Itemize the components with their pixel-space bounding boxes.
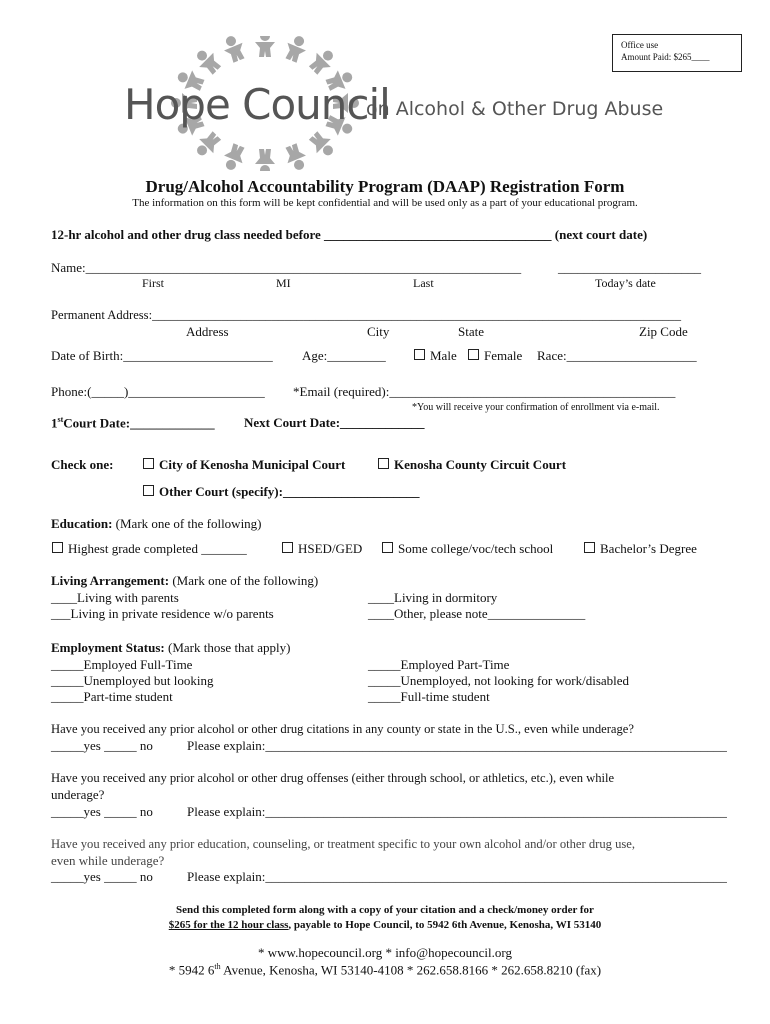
- email-field[interactable]: *Email (required):____________________________________________: [293, 384, 676, 399]
- first-court-num: 1: [51, 415, 58, 431]
- logo-name: Hope Council: [124, 80, 390, 129]
- footer-fee: $265 for the 12 hour class: [168, 919, 289, 931]
- age-field[interactable]: Age:_________: [302, 348, 386, 363]
- class-needed-line[interactable]: 12-hr alcohol and other drug class needed before ___________________________________ (next court date): [51, 227, 648, 242]
- employment-option[interactable]: _____Unemployed but looking: [51, 673, 214, 688]
- q1-answer[interactable]: _____yes _____ no: [51, 738, 153, 753]
- male-checkbox[interactable]: [414, 349, 425, 360]
- male-label: Male: [430, 348, 457, 363]
- employment-title: Employment Status:: [51, 640, 165, 655]
- footer-address-sup: th: [214, 962, 221, 971]
- footer-address-a: * 5942 6: [168, 962, 215, 978]
- other-court-label: Other Court (specify):_____________________: [159, 484, 420, 499]
- next-court-date[interactable]: Next Court Date:_____________: [244, 415, 425, 430]
- edu-option-hsed[interactable]: [282, 541, 362, 557]
- edu-label: Bachelor’s Degree: [600, 541, 697, 556]
- state-caption: State: [458, 324, 484, 339]
- email-note: *You will receive your confirmation of enrollment via e-mail.: [412, 402, 660, 413]
- edu-option-bachelor[interactable]: [584, 541, 697, 557]
- education-heading: [51, 516, 262, 532]
- first-court-label: Court Date:_____________: [63, 415, 215, 431]
- zip-caption: Zip Code: [639, 324, 688, 339]
- logo-figure: [306, 128, 339, 161]
- q2-answer[interactable]: _____yes _____ no: [51, 804, 153, 819]
- employment-option[interactable]: _____Part-time student: [51, 689, 173, 704]
- education-title: Education:: [51, 516, 113, 531]
- q1-explain[interactable]: Please explain:_______________________________________________________________________: [187, 738, 727, 753]
- county-court-option[interactable]: [378, 457, 566, 473]
- mi-caption: MI: [276, 276, 291, 290]
- living-title: Living Arrangement:: [51, 573, 170, 588]
- employment-option[interactable]: _____Employed Full-Time: [51, 657, 193, 672]
- edu-checkbox[interactable]: [584, 542, 595, 553]
- edu-label: HSED/GED: [298, 541, 363, 556]
- phone-field[interactable]: Phone:(_____)_____________________: [51, 384, 265, 399]
- edu-checkbox[interactable]: [382, 542, 393, 553]
- address-caption: Address: [186, 324, 229, 339]
- dob-field[interactable]: Date of Birth:_______________________: [51, 348, 273, 363]
- q2-explain[interactable]: Please explain:_______________________________________________________________________: [187, 804, 727, 819]
- edu-label: Highest grade completed _______: [68, 541, 247, 556]
- living-heading: [51, 573, 318, 589]
- footer-payee: , payable to Hope Council, to 5942 6th Avenue, Kenosha, WI 53140: [288, 919, 602, 931]
- todays-date-field[interactable]: ______________________: [558, 260, 701, 275]
- other-court-checkbox[interactable]: [143, 485, 154, 496]
- employment-option[interactable]: _____Unemployed, not looking for work/disabled: [368, 673, 630, 688]
- other-court-option[interactable]: [143, 484, 419, 500]
- living-option[interactable]: ____Living in dormitory: [368, 590, 498, 605]
- edu-checkbox[interactable]: [52, 542, 63, 553]
- city-court-checkbox[interactable]: [143, 458, 154, 469]
- living-option[interactable]: ____Other, please note_______________: [368, 606, 586, 621]
- q3-answer[interactable]: _____yes _____ no: [51, 869, 153, 884]
- edu-option-highest[interactable]: [52, 541, 247, 557]
- edu-label: Some college/voc/tech school: [398, 541, 554, 556]
- female-checkbox[interactable]: [468, 349, 479, 360]
- amount-paid: Amount Paid: $265____: [621, 52, 710, 62]
- female-label: Female: [484, 348, 523, 363]
- first-court-super: st: [57, 415, 64, 424]
- q3-question-line1: Have you received any prior education, counseling, or treatment specific to your own alcohol and/or other drug use,: [51, 837, 636, 851]
- edu-checkbox[interactable]: [282, 542, 293, 553]
- name-field[interactable]: Name:___________________________________________________________________: [51, 260, 522, 275]
- logo-figure: [306, 45, 339, 78]
- county-court-label: Kenosha County Circuit Court: [394, 457, 567, 472]
- check-one-label: Check one:: [51, 457, 114, 472]
- employment-heading: [51, 640, 290, 656]
- logo-figure: [220, 142, 248, 171]
- first-court-date[interactable]: [51, 415, 215, 431]
- logo-figure: [282, 142, 310, 171]
- employment-instruction: (Mark those that apply): [168, 640, 291, 655]
- county-court-checkbox[interactable]: [378, 458, 389, 469]
- q3-explain[interactable]: Please explain:_______________________________________________________________________: [187, 869, 727, 884]
- footer-address-b: Avenue, Kenosha, WI 53140-4108 * 262.658.8166 * 262.658.8210 (fax): [220, 962, 602, 978]
- footer-instructions: Send this completed form along with a copy of your citation and a check/money order for: [176, 904, 594, 916]
- logo-figure: [255, 149, 275, 171]
- living-option[interactable]: ___Living in private residence w/o parents: [51, 606, 274, 621]
- employment-option[interactable]: _____Full-time student: [368, 689, 490, 704]
- todays-date-caption: Today’s date: [595, 276, 656, 290]
- last-caption: Last: [413, 276, 434, 290]
- form-subtitle: The information on this form will be kept confidential and will be used only as a part of your educational program.: [132, 197, 638, 209]
- edu-option-college[interactable]: [382, 541, 553, 557]
- address-field[interactable]: Permanent Address:____________________________________________________________________________________: [51, 308, 682, 322]
- female-option[interactable]: [468, 348, 522, 364]
- living-instruction: (Mark one of the following): [172, 573, 319, 588]
- logo-figure: [191, 128, 224, 161]
- employment-option[interactable]: _____Employed Part-Time: [368, 657, 510, 672]
- first-caption: First: [142, 276, 165, 290]
- male-option[interactable]: [414, 348, 457, 364]
- logo-tagline: on Alcohol & Other Drug Abuse: [366, 98, 664, 120]
- form-title: Drug/Alcohol Accountability Program (DAAP) Registration Form: [145, 177, 625, 196]
- city-caption: City: [367, 324, 390, 339]
- office-use-box: [612, 34, 742, 72]
- education-instruction: (Mark one of the following): [115, 516, 262, 531]
- race-field[interactable]: Race:____________________: [537, 348, 697, 363]
- footer-payment: [0, 919, 770, 931]
- q1-question: Have you received any prior alcohol or other drug citations in any county or state in the U.S., even while underage?: [51, 722, 634, 736]
- footer-address: [0, 962, 770, 978]
- footer-contact[interactable]: * www.hopecouncil.org * info@hopecouncil.org: [258, 945, 512, 960]
- q2-question-line1: Have you received any prior alcohol or other drug offenses (either through school, or athletics, etc.), even while: [51, 771, 615, 785]
- living-option[interactable]: ____Living with parents: [51, 590, 179, 605]
- logo-figure: [191, 45, 224, 78]
- q3-question-line2: even while underage?: [51, 853, 165, 868]
- logo-figure: [255, 36, 275, 57]
- q2-question-line2: underage?: [51, 787, 105, 802]
- office-use-label: Office use: [621, 40, 659, 50]
- logo-figure: [282, 36, 310, 64]
- city-court-label: City of Kenosha Municipal Court: [159, 457, 346, 472]
- city-court-option[interactable]: [143, 457, 345, 473]
- logo-figure: [220, 36, 248, 64]
